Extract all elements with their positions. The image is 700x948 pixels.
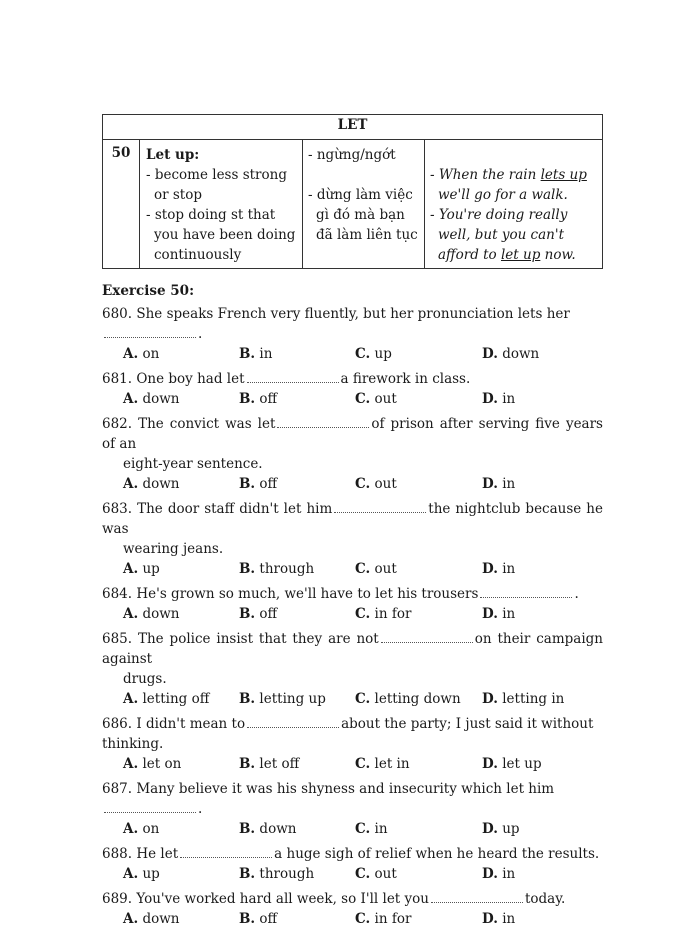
answer-blank[interactable]: [104, 327, 196, 338]
option-text: off: [259, 911, 278, 927]
translation-item: - ngừng/ngớt: [308, 147, 396, 163]
answer-options: [102, 389, 603, 409]
option-text: off: [259, 391, 278, 407]
answer-option[interactable]: [482, 604, 515, 624]
option-letter: B.: [239, 911, 256, 927]
option-text: through: [259, 561, 315, 577]
document-page: [102, 114, 603, 929]
option-letter: B.: [239, 346, 256, 362]
question-stem-end: a firework in class.: [340, 371, 471, 387]
question-number: 684.: [102, 586, 133, 602]
question-list: [102, 304, 603, 929]
answer-option[interactable]: [239, 819, 296, 839]
option-text: in: [374, 821, 388, 837]
option-letter: A.: [123, 391, 139, 407]
question-stem-end: on their campaign against: [102, 631, 603, 667]
question-stem-end: today.: [524, 891, 566, 907]
question-item: [102, 844, 603, 884]
option-text: up: [142, 866, 160, 882]
answer-blank[interactable]: [381, 632, 473, 643]
option-letter: A.: [123, 561, 139, 577]
answer-option[interactable]: [123, 344, 159, 364]
answer-option[interactable]: [482, 754, 542, 774]
question-stem-end: a huge sigh of relief when he heard the results.: [274, 846, 600, 862]
option-letter: A.: [123, 476, 139, 492]
option-text: down: [142, 606, 180, 622]
answer-options: [102, 864, 603, 884]
answer-option[interactable]: [355, 909, 411, 929]
option-text: on: [142, 821, 160, 837]
answer-option[interactable]: [482, 474, 515, 494]
example-sentence: - You're doing really well, but you can't afford to let up now.: [430, 207, 576, 263]
question-stem-end: .: [198, 801, 203, 817]
option-text: letting down: [374, 691, 461, 707]
answer-options: [102, 689, 603, 709]
answer-option[interactable]: [355, 754, 410, 774]
question-stem: Many believe it was his shyness and insecurity which let him: [136, 781, 555, 797]
option-letter: C.: [355, 821, 371, 837]
question-text: [102, 369, 603, 389]
option-letter: D.: [482, 756, 498, 772]
option-letter: C.: [355, 756, 371, 772]
option-text: on: [142, 346, 160, 362]
question-item: [102, 584, 603, 624]
answer-option[interactable]: [123, 604, 180, 624]
question-item: [102, 499, 603, 579]
question-stem: He's grown so much, we'll have to let his trousers: [136, 586, 479, 602]
question-text: [102, 414, 603, 454]
phrasal-verb-table: [102, 114, 603, 269]
option-letter: D.: [482, 476, 498, 492]
question-text: [102, 779, 603, 819]
option-letter: C.: [355, 561, 371, 577]
option-letter: A.: [123, 346, 139, 362]
option-letter: B.: [239, 561, 256, 577]
definition-item: - stop doing st that you have been doing continuously: [146, 207, 296, 263]
question-number: 689.: [102, 891, 133, 907]
option-letter: D.: [482, 391, 498, 407]
option-text: let on: [142, 756, 182, 772]
question-number: 688.: [102, 846, 133, 862]
translation-item: - dừng làm việc gì đó mà bạn đã làm liên tục: [308, 187, 418, 243]
answer-options: [102, 474, 603, 494]
question-item: [102, 304, 603, 364]
question-number: 686.: [102, 716, 133, 732]
answer-options: [102, 754, 603, 774]
answer-blank[interactable]: [180, 847, 272, 858]
example-sentence: - When the rain lets up we'll go for a walk.: [430, 167, 587, 203]
answer-option[interactable]: [239, 604, 277, 624]
option-text: in: [502, 476, 516, 492]
question-number: 683.: [102, 501, 133, 517]
option-text: up: [142, 561, 160, 577]
option-letter: D.: [482, 821, 498, 837]
answer-option[interactable]: [123, 909, 180, 929]
question-stem: She speaks French very fluently, but her pronunciation lets her: [136, 306, 570, 322]
option-text: letting off: [142, 691, 210, 707]
question-text: [102, 844, 603, 864]
answer-option[interactable]: [123, 754, 181, 774]
answer-option[interactable]: [239, 474, 277, 494]
option-text: in: [502, 391, 516, 407]
question-text: [102, 304, 603, 344]
option-text: out: [374, 476, 397, 492]
option-text: off: [259, 606, 278, 622]
option-text: through: [259, 866, 315, 882]
question-stem-end: the nightclub because he was: [102, 501, 603, 537]
answer-option[interactable]: [239, 864, 314, 884]
answer-option[interactable]: [239, 754, 299, 774]
answer-option[interactable]: [355, 604, 411, 624]
question-stem: One boy had let: [136, 371, 245, 387]
answer-option[interactable]: [482, 864, 515, 884]
question-continuation: wearing jeans.: [123, 541, 224, 557]
option-text: down: [142, 476, 180, 492]
entry-number: 50: [103, 140, 140, 269]
option-text: let off: [259, 756, 300, 772]
question-text: [102, 584, 603, 604]
answer-option[interactable]: [239, 344, 272, 364]
answer-option[interactable]: [239, 909, 277, 929]
answer-option[interactable]: [355, 559, 397, 579]
answer-option[interactable]: [123, 864, 160, 884]
answer-option[interactable]: [239, 689, 326, 709]
answer-blank[interactable]: [480, 587, 572, 598]
answer-option[interactable]: [239, 559, 314, 579]
answer-option[interactable]: [123, 559, 160, 579]
option-text: let in: [374, 756, 410, 772]
question-item: [102, 714, 603, 774]
option-text: letting up: [259, 691, 326, 707]
question-number: 682.: [102, 416, 133, 432]
table-header: LET: [103, 115, 603, 140]
option-text: in for: [374, 911, 412, 927]
answer-option[interactable]: [355, 864, 397, 884]
option-text: down: [502, 346, 540, 362]
option-text: down: [142, 391, 180, 407]
definition-item: - become less strong or stop: [146, 167, 287, 203]
option-text: in: [502, 911, 516, 927]
option-letter: A.: [123, 756, 139, 772]
answer-option[interactable]: [482, 559, 515, 579]
question-number: 685.: [102, 631, 133, 647]
option-letter: A.: [123, 606, 139, 622]
question-stem-end: .: [198, 326, 203, 342]
answer-option[interactable]: [355, 689, 461, 709]
question-stem: You've worked hard all week, so I'll let you: [136, 891, 429, 907]
question-number: 687.: [102, 781, 133, 797]
option-letter: B.: [239, 476, 256, 492]
option-letter: C.: [355, 476, 371, 492]
answer-option[interactable]: [123, 389, 180, 409]
question-continuation: drugs.: [123, 671, 167, 687]
question-text: [102, 714, 603, 754]
question-stem-end: about the party; I just said it without thinking.: [102, 716, 594, 752]
option-letter: B.: [239, 391, 256, 407]
option-letter: A.: [123, 691, 139, 707]
question-stem: The police insist that they are not: [137, 631, 379, 647]
option-text: out: [374, 561, 397, 577]
option-text: in: [259, 346, 273, 362]
option-letter: D.: [482, 561, 498, 577]
option-text: off: [259, 476, 278, 492]
option-text: up: [374, 346, 392, 362]
option-letter: D.: [482, 346, 498, 362]
option-letter: B.: [239, 691, 256, 707]
question-text: [102, 889, 603, 909]
option-letter: D.: [482, 606, 498, 622]
option-letter: B.: [239, 866, 256, 882]
answer-options: [102, 909, 603, 929]
answer-option[interactable]: [355, 474, 397, 494]
vietnamese-cell: [303, 140, 425, 269]
option-text: out: [374, 391, 397, 407]
option-text: in: [502, 866, 516, 882]
answer-option[interactable]: [482, 689, 564, 709]
exercise-title: Exercise 50:: [102, 283, 195, 299]
answer-blank[interactable]: [247, 372, 339, 383]
option-letter: C.: [355, 606, 371, 622]
answer-option[interactable]: [482, 389, 515, 409]
answer-blank[interactable]: [431, 892, 523, 903]
answer-option[interactable]: [123, 474, 180, 494]
question-stem: The door staff didn't let him: [137, 501, 333, 517]
question-continuation: eight-year sentence.: [123, 456, 263, 472]
option-text: up: [502, 821, 520, 837]
answer-options: [102, 559, 603, 579]
option-text: in for: [374, 606, 412, 622]
answer-option[interactable]: [355, 344, 392, 364]
answer-option[interactable]: [239, 389, 277, 409]
question-item: [102, 629, 603, 709]
answer-options: [102, 819, 603, 839]
option-letter: C.: [355, 911, 371, 927]
option-text: letting in: [502, 691, 565, 707]
question-stem: He let: [136, 846, 179, 862]
option-text: let up: [502, 756, 542, 772]
question-stem-end: of prison after serving five years of an: [102, 416, 603, 452]
answer-options: [102, 344, 603, 364]
option-text: in: [502, 561, 516, 577]
option-letter: B.: [239, 606, 256, 622]
option-letter: A.: [123, 866, 139, 882]
question-stem: I didn't mean to: [136, 716, 246, 732]
answer-option[interactable]: [482, 909, 515, 929]
answer-blank[interactable]: [247, 717, 339, 728]
answer-option[interactable]: [355, 819, 388, 839]
option-letter: B.: [239, 821, 256, 837]
option-letter: A.: [123, 821, 139, 837]
option-letter: C.: [355, 691, 371, 707]
answer-blank[interactable]: [334, 502, 426, 513]
option-letter: A.: [123, 911, 139, 927]
answer-option[interactable]: [123, 689, 209, 709]
option-text: out: [374, 866, 397, 882]
question-item: [102, 889, 603, 929]
answer-option[interactable]: [482, 819, 520, 839]
question-item: [102, 369, 603, 409]
answer-option[interactable]: [482, 344, 539, 364]
option-letter: C.: [355, 346, 371, 362]
answer-blank[interactable]: [104, 802, 196, 813]
question-item: [102, 779, 603, 839]
option-text: in: [502, 606, 516, 622]
answer-option[interactable]: [355, 389, 397, 409]
question-stem: The convict was let: [138, 416, 276, 432]
question-text: [102, 629, 603, 669]
question-number: 680.: [102, 306, 133, 322]
option-letter: D.: [482, 691, 498, 707]
question-text: [102, 499, 603, 539]
option-letter: D.: [482, 866, 498, 882]
option-letter: C.: [355, 391, 371, 407]
phrase-heading: Let up:: [146, 147, 200, 163]
option-text: down: [142, 911, 180, 927]
answer-options: [102, 604, 603, 624]
option-text: down: [259, 821, 297, 837]
question-item: [102, 414, 603, 494]
question-stem-end: .: [574, 586, 579, 602]
example-cell: [425, 140, 603, 269]
answer-option[interactable]: [123, 819, 159, 839]
option-letter: B.: [239, 756, 256, 772]
question-number: 681.: [102, 371, 133, 387]
option-letter: D.: [482, 911, 498, 927]
answer-blank[interactable]: [277, 417, 369, 428]
definition-cell: [140, 140, 303, 269]
option-letter: C.: [355, 866, 371, 882]
